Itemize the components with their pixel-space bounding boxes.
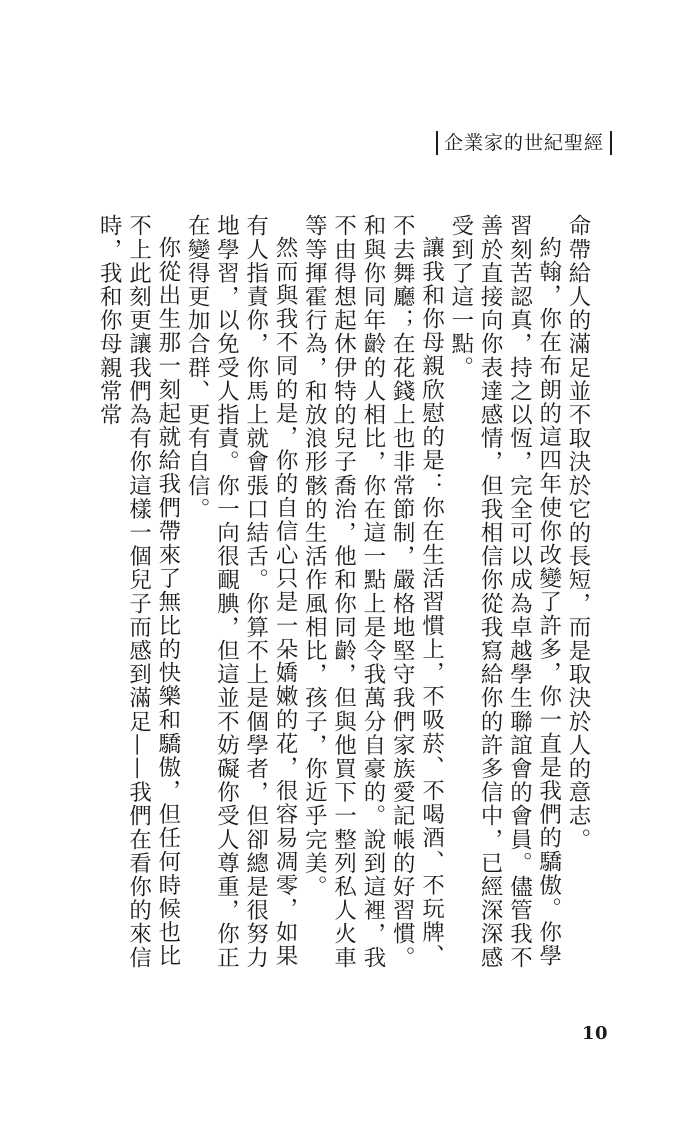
vertical-body-text [92, 214, 592, 974]
running-header [436, 131, 612, 155]
paragraph: 你從出生那一刻起就給我們帶來了無比的快樂和驕傲，但任何時候也比不上此刻更讓我們為有你這樣一個兒子而感到滿足——我們在看你的來信時，我和你母親常常 [96, 214, 181, 970]
paragraph: 然而與我不同的是，你的自信心只是一朵嬌嫩的花，很容易凋零，如果有人指責你，你馬上就會張口結舌。你算不上是個學者，但卻總是很努力地學習，以免受人指責。你一向很靦腆，但這並不妨礙你受人尊重，你正在變得更加合群、更有自信。 [184, 214, 299, 970]
paragraph: 約翰，你在布朗的這四年使你改變了許多，你一直是我們的驕傲。你學習刻苦認真，持之以恆，完全可以成為卓越學生聯誼會的會員。儘管我不善於直接向你表達感情，但我相信你從我寫給你的許多信中，已經深深感受到了這一點。 [447, 214, 562, 970]
book-title: 企業家的世紀聖經 [443, 132, 604, 154]
paragraph: 讓我和你母親欣慰的是：你在生活習慣上，不吸菸、不喝酒、不玩牌、不去舞廳；在花錢上也非常節制，嚴格地堅守我們家族愛記帳的好習慣。和與你同年齡的人相比，你在這一點上是令我萬分自豪的。說到這裡，我不由得想起休伊特的兒子喬治，他和你同齡，但與他買下一整列私人火車等等揮霍行為，和放浪形骸的生活作風相比，孩子，你近乎完美。 [301, 214, 445, 970]
page-number: 10 [581, 1023, 608, 1044]
paragraph: 命帶給人的滿足並不取決於它的長短，而是取決於人的意志。 [565, 214, 591, 852]
